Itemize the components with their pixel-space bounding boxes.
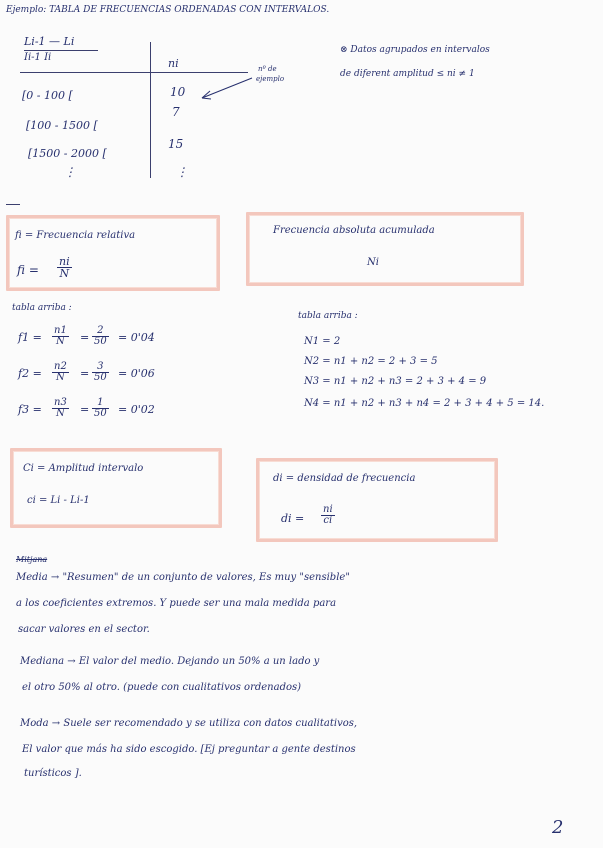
table-row-ni: 10: [170, 85, 186, 99]
mediana-line: el otro 50% al otro. (puede con cualitativos ordenados): [22, 682, 302, 693]
table-column-divider: [150, 42, 151, 178]
amplitude-box: [10, 448, 222, 528]
fraction-numerator: 1: [92, 398, 109, 409]
table-row-interval: [100 - 1500 [: [26, 119, 98, 132]
left-calc-title: tabla arriba :: [12, 303, 72, 313]
amplitude-definition: Ci = Amplitud intervalo: [23, 463, 144, 474]
fraction-denominator: 50: [94, 408, 107, 419]
table-header-ni: ni: [168, 57, 179, 70]
fraction-denominator: N: [56, 408, 65, 419]
fraction-denominator: N: [59, 267, 70, 280]
cumulative-row: N3 = n1 + n2 + n3 = 2 + 3 + 4 = 9: [304, 376, 487, 387]
grouped-data-note: ⊗ Datos agrupados en intervalos: [340, 45, 490, 55]
right-calc-title: tabla arriba :: [298, 311, 358, 321]
amplitude-formula: ci = Li - Li-1: [27, 495, 90, 506]
table-ellipsis-right: ⋮: [176, 165, 188, 179]
calc-fraction: [52, 362, 69, 383]
header-fraction-line: [24, 50, 98, 51]
media-line: Media → "Resumen" de un conjunto de valores, Es muy "sensible": [16, 572, 350, 583]
page-number: 2: [552, 817, 564, 838]
calc-fraction: [52, 326, 69, 347]
fraction-denominator: 50: [94, 372, 107, 383]
table-row-interval: [1500 - 2000 [: [28, 147, 107, 160]
page-heading: Ejemplo: TABLA DE FRECUENCIAS ORDENADAS CON INTERVALOS.: [6, 5, 330, 15]
arrow-icon: [196, 74, 256, 104]
calc-equals: =: [80, 367, 90, 380]
fraction-numerator: n3: [54, 397, 67, 408]
calc-fraction: [92, 326, 109, 347]
calc-result: = 0'04: [118, 331, 155, 344]
fraction-numerator: n1: [54, 325, 67, 336]
fraction-denominator: N: [56, 336, 65, 347]
calc-result: = 0'02: [118, 403, 155, 416]
fraction-numerator: 3: [92, 362, 109, 373]
density-lhs: di =: [281, 512, 305, 525]
relative-frequency-box: [6, 215, 220, 291]
crossed-word: Mitjana: [16, 555, 48, 564]
arrow-note: nº de: [258, 65, 277, 73]
fraction-numerator: ni: [323, 504, 333, 515]
grouped-data-note: de diferent amplitud ≤ ni ≠ 1: [340, 69, 475, 79]
fraction-numerator: ni: [59, 255, 70, 268]
table-header-left: Li-1 — Li: [24, 35, 75, 48]
moda-line: El valor que más ha sido escogido. [Ej preguntar a gente destinos: [22, 744, 356, 755]
calc-lhs: f1 =: [18, 331, 42, 344]
density-fraction: [321, 505, 335, 526]
media-line: a los coeficientes extremos. Y puede ser una mala medida para: [16, 598, 337, 609]
calc-result: = 0'06: [118, 367, 155, 380]
calc-fraction: [92, 398, 109, 419]
fraction-numerator: 2: [92, 326, 109, 337]
calc-equals: =: [80, 403, 90, 416]
moda-line: Moda → Suele ser recomendado y se utiliza con datos cualitativos,: [20, 718, 358, 729]
dash-mark: [6, 204, 20, 205]
mediana-line: Mediana → El valor del medio. Dejando un 50% a un lado y: [20, 656, 320, 667]
fraction-numerator: n2: [54, 361, 67, 372]
absolute-frequency-symbol: Ni: [367, 257, 379, 268]
relative-frequency-lhs: fi =: [17, 263, 39, 277]
moda-line: turísticos ].: [24, 768, 82, 779]
table-row-ni: 7: [172, 105, 180, 119]
table-header-left-sub: Ii-1 Ii: [24, 52, 52, 63]
media-line: sacar valores en el sector.: [18, 624, 150, 635]
calc-lhs: f3 =: [18, 403, 42, 416]
fraction-denominator: N: [56, 372, 65, 383]
table-row-interval: [0 - 100 [: [22, 89, 73, 102]
fraction-denominator: ci: [323, 515, 333, 526]
calc-fraction: [52, 398, 69, 419]
table-ellipsis-left: ⋮: [64, 165, 76, 179]
calc-fraction: [92, 362, 109, 383]
calc-equals: =: [80, 331, 90, 344]
table-row-ni: 15: [168, 137, 184, 151]
absolute-frequency-definition: Frecuencia absoluta acumulada: [273, 225, 435, 236]
density-definition: di = densidad de frecuencia: [273, 473, 416, 484]
arrow-note: ejemplo: [256, 75, 285, 83]
calc-lhs: f2 =: [18, 367, 42, 380]
relative-frequency-fraction: [57, 256, 72, 279]
cumulative-row: N4 = n1 + n2 + n3 + n4 = 2 + 3 + 4 + 5 = 14.: [304, 398, 545, 409]
table-header-divider: [20, 72, 248, 73]
fraction-denominator: 50: [94, 336, 107, 347]
cumulative-row: N2 = n1 + n2 = 2 + 3 = 5: [304, 356, 438, 367]
relative-frequency-definition: fi = Frecuencia relativa: [15, 230, 136, 241]
absolute-frequency-box: [246, 212, 524, 286]
density-box: [256, 458, 498, 542]
cumulative-row: N1 = 2: [304, 336, 341, 347]
